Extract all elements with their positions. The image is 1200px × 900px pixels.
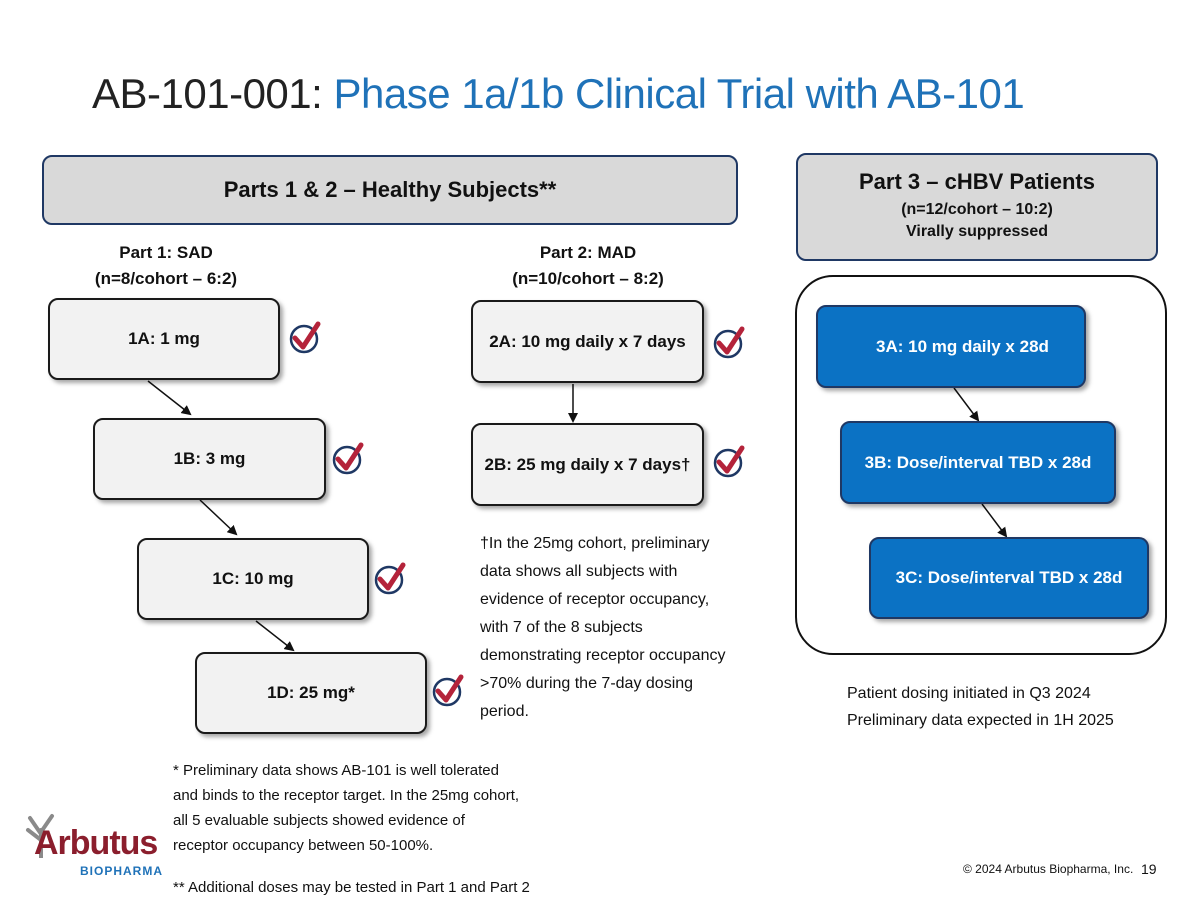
step-3b — [840, 421, 1116, 504]
part-3-cohort: (n=12/cohort – 10:2) — [901, 201, 1053, 218]
arrow-1a-1b — [148, 381, 190, 414]
arrow-1c-1d — [256, 621, 293, 650]
step-3b-label: 3B: Dose/interval TBD x 28d — [864, 452, 1092, 472]
part-2-title: Part 2: MAD — [539, 243, 637, 262]
dosing-status: Patient dosing initiated in Q3 2024 — [847, 685, 1091, 702]
step-1c — [137, 538, 369, 620]
step-1b — [93, 418, 326, 500]
step-2a — [471, 300, 704, 383]
step-1b-label: 1B: 3 mg — [173, 449, 246, 468]
part-2-cohort: (n=10/cohort – 8:2) — [512, 269, 664, 288]
data-expected: Preliminary data expected in 1H 2025 — [847, 712, 1114, 729]
step-2b — [471, 423, 704, 506]
copyright: © 2024 Arbutus Biopharma, Inc. — [963, 862, 1134, 876]
parts-1-2-header: Parts 1 & 2 – Healthy Subjects** — [42, 155, 738, 225]
title-prefix: AB-101-001: — [92, 70, 334, 117]
step-3c-label: 3C: Dose/interval TBD x 28d — [895, 568, 1123, 587]
step-1c-label: 1C: 10 mg — [212, 569, 294, 588]
step-2a-label: 2A: 10 mg daily x 7 days — [489, 331, 686, 351]
step-3a-label: 3A: 10 mg daily x 28d — [876, 336, 1049, 356]
part-1-title: Part 1: SAD — [119, 243, 213, 262]
step-3c — [869, 537, 1149, 619]
step-3a — [816, 305, 1086, 388]
part-3-population: Virally suppressed — [906, 223, 1048, 240]
check-icon — [373, 561, 407, 595]
step-1d-label: 1D: 25 mg* — [267, 683, 355, 702]
footnote-doublestar: ** Additional doses may be tested in Part 1 and Part 2 — [173, 879, 530, 896]
part-1-cohort: (n=8/cohort – 6:2) — [94, 269, 238, 288]
step-1a — [48, 298, 280, 380]
logo-sub: BIOPHARMA — [80, 864, 163, 878]
step-1d — [195, 652, 427, 734]
step-2b-label: 2B: 25 mg daily x 7 days† — [484, 454, 691, 474]
check-icon — [712, 444, 746, 478]
dagger-note: †In the 25mg cohort, preliminary data shows all subjects with evidence of receptor occupancy, with 7 of the 8 subjects demonstrating receptor occupancy >70% during the 7-day dosing period. — [480, 535, 726, 720]
step-1a-label: 1A: 1 mg — [128, 329, 200, 348]
check-icon — [431, 673, 465, 707]
title-highlight: Phase 1a/1b Clinical Trial with AB-101 — [333, 70, 1025, 117]
logo-name: Arbutus — [34, 824, 158, 862]
page-number: 19 — [1141, 861, 1157, 877]
arrow-1b-1c — [200, 500, 236, 534]
check-icon — [331, 441, 365, 475]
check-icon — [712, 325, 746, 359]
footnote-star: * Preliminary data shows AB-101 is well tolerated and binds to the receptor target. In the 25mg cohort, all 5 evaluable subjects showed evidence of receptor occupancy between 50-100%. — [173, 762, 520, 854]
check-icon — [288, 320, 322, 354]
part-3-title: Part 3 – cHBV Patients — [859, 169, 1095, 194]
arbutus-logo — [12, 812, 162, 882]
part-3-status — [847, 680, 1147, 734]
